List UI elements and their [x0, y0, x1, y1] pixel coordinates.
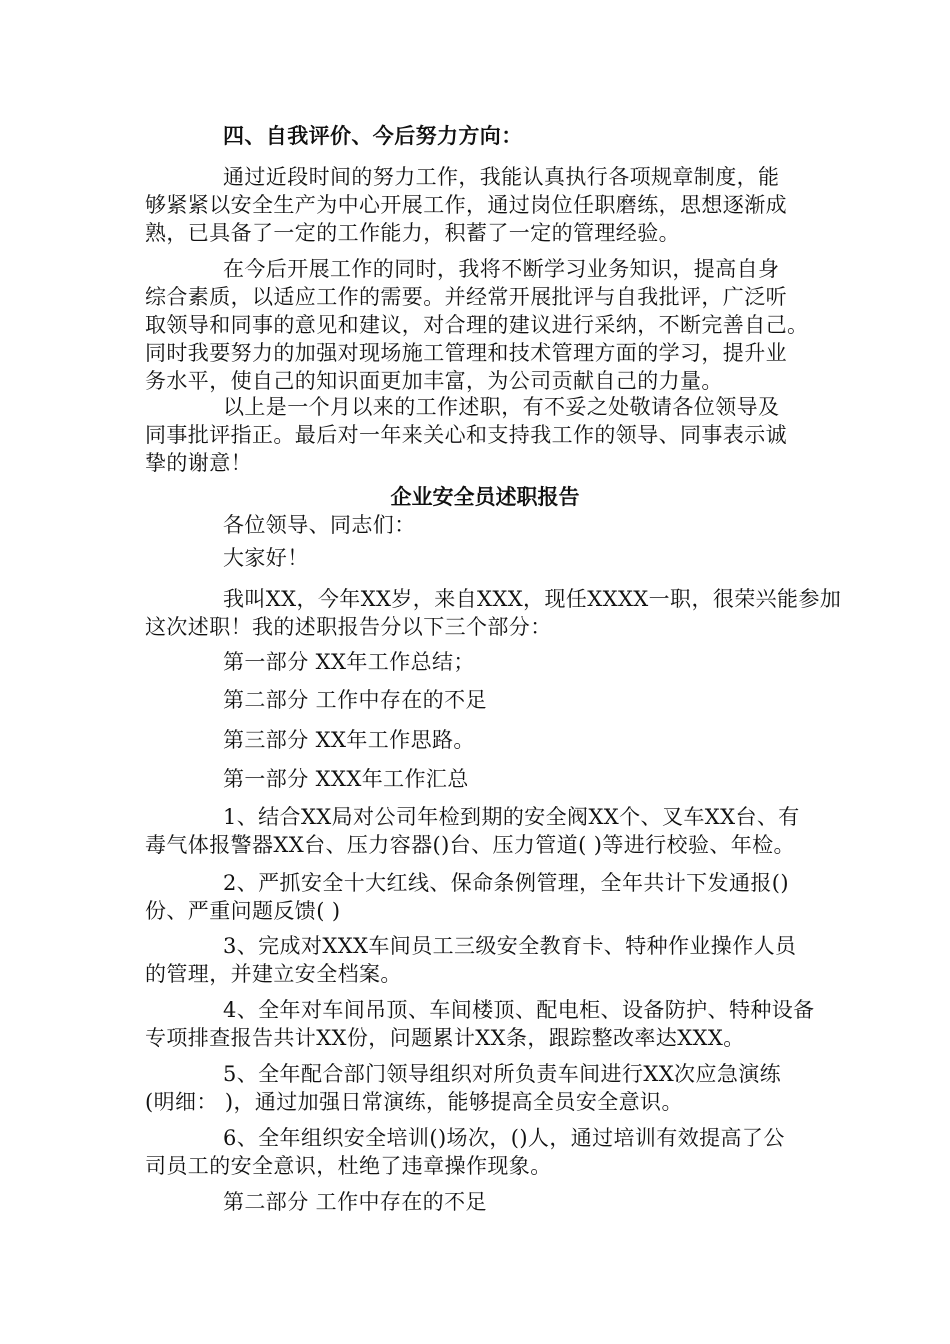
- summary-item-6: [145, 1124, 825, 1180]
- text-line: 司员工的安全意识，杜绝了违章操作现象。: [145, 1154, 552, 1178]
- text-line: 毒气体报警器XX台、压力容器()台、压力管道( )等进行校验、年检。: [145, 833, 795, 857]
- text-line: 同事批评指正。最后对一年来关心和支持我工作的领导、同事表示诚: [145, 423, 787, 447]
- text-line: 挚的谢意！: [145, 451, 252, 475]
- text-line: 够紧紧以安全生产为中心开展工作，通过岗位任职磨练，思想逐渐成: [145, 193, 787, 217]
- part2-heading: 第二部分 工作中存在的不足: [223, 1190, 487, 1214]
- text-line: 的管理，并建立安全档案。: [145, 962, 402, 986]
- text-line: 4、全年对车间吊顶、车间楼顶、配电柜、设备防护、特种设备: [223, 998, 815, 1022]
- text-line: 2、严抓安全十大红线、保命条例管理，全年共计下发通报(): [223, 871, 789, 895]
- paragraph-intro: [145, 585, 842, 641]
- paragraph-future-direction: [145, 255, 825, 395]
- summary-item-2: [145, 869, 825, 925]
- text-line: 这次述职！我的述职报告分以下三个部分：: [145, 615, 552, 639]
- paragraph-self-evaluation: [145, 163, 825, 247]
- text-line: 熟，已具备了一定的工作能力，积蓄了一定的管理经验。: [145, 221, 680, 245]
- text-line: 以上是一个月以来的工作述职，有不妥之处敬请各位领导及: [223, 395, 780, 419]
- text-line: 在今后开展工作的同时，我将不断学习业务知识，提高自身: [223, 257, 780, 281]
- summary-item-3: [145, 932, 825, 988]
- text-line: (明细： )，通过加强日常演练，能够提高全员安全意识。: [145, 1090, 683, 1114]
- section-heading: 四、自我评价、今后努力方向：: [223, 123, 523, 148]
- text-line: 6、全年组织安全培训()场次，()人，通过培训有效提高了公: [223, 1126, 785, 1150]
- text-line: 通过近段时间的努力工作，我能认真执行各项规章制度，能: [223, 165, 780, 189]
- hello-line: 大家好！: [223, 546, 309, 570]
- text-line: 我叫XX，今年XX岁，来自XXX，现任XXXX一职，很荣兴能参加: [223, 587, 842, 611]
- paragraph-closing: [145, 393, 825, 477]
- part1-summary-heading: 第一部分 XXX年工作汇总: [223, 767, 469, 791]
- text-line: 份、严重问题反馈( ): [145, 899, 341, 923]
- text-line: 1、结合XX局对公司年检到期的安全阀XX个、叉车XX台、有: [223, 805, 800, 829]
- text-line: 5、全年配合部门领导组织对所负责车间进行XX次应急演练: [223, 1062, 782, 1086]
- text-line: 同时我要努力的加强对现场施工管理和技术管理方面的学习，提升业: [145, 341, 787, 365]
- summary-item-4: [145, 996, 825, 1052]
- greeting: 各位领导、同志们：: [223, 513, 416, 537]
- outline-part1: 第一部分 XX年工作总结；: [223, 650, 475, 674]
- text-line: 3、完成对XXX车间员工三级安全教育卡、特种作业操作人员: [223, 934, 797, 958]
- outline-part2: 第二部分 工作中存在的不足: [223, 688, 487, 712]
- text-line: 综合素质，以适应工作的需要。并经常开展批评与自我批评，广泛听: [145, 285, 787, 309]
- report-title: 企业安全员述职报告: [390, 484, 580, 509]
- text-line: 取领导和同事的意见和建议，对合理的建议进行采纳，不断完善自己。: [145, 313, 809, 337]
- text-line: 务水平，使自己的知识面更加丰富，为公司贡献自己的力量。: [145, 369, 723, 393]
- summary-item-1: [145, 803, 825, 859]
- text-line: 专项排查报告共计XX份，问题累计XX条，跟踪整改率达XXX。: [145, 1026, 745, 1050]
- outline-part3: 第三部分 XX年工作思路。: [223, 728, 475, 752]
- summary-item-5: [145, 1060, 825, 1116]
